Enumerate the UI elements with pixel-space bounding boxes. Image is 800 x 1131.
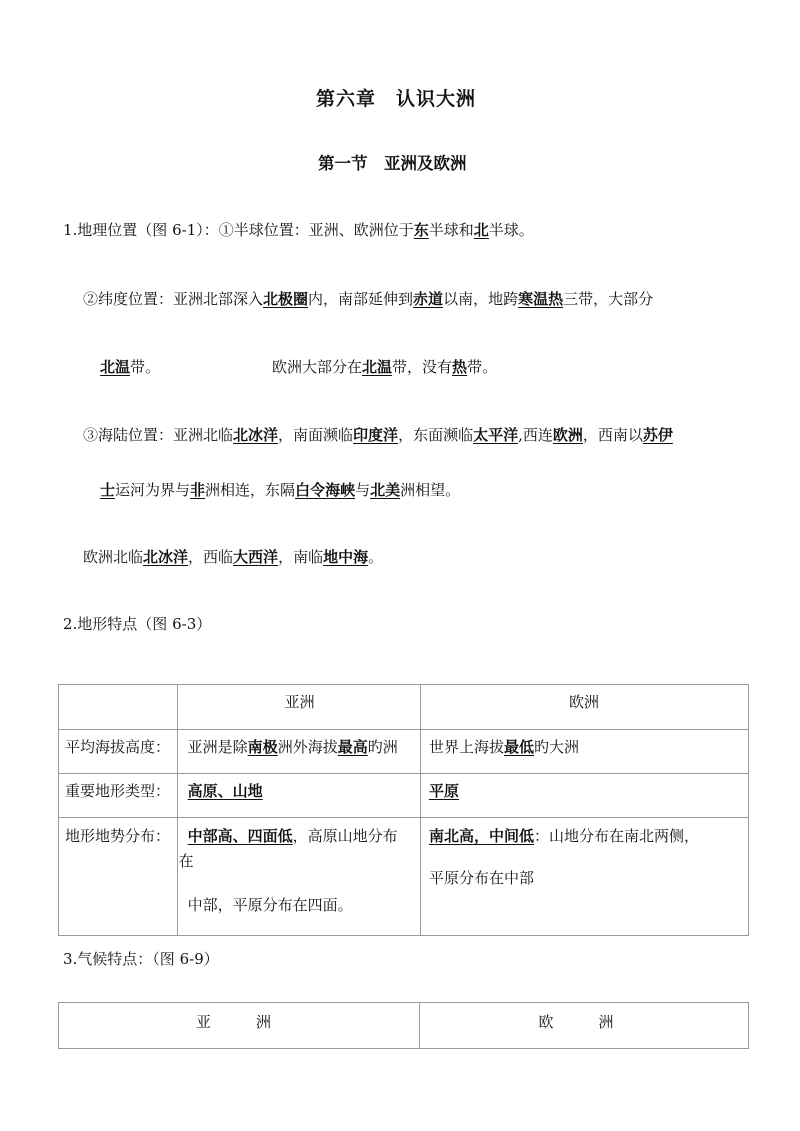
terrain-table (58, 684, 749, 936)
table-cell (59, 774, 178, 818)
table-cell (420, 1003, 749, 1049)
answer: 北冰洋 (143, 548, 189, 566)
text: 三带，大部分 (563, 290, 654, 308)
row-label: 重要地形类型： (65, 782, 171, 800)
table-cell (59, 1003, 420, 1049)
answer: 北温 (362, 358, 393, 376)
text: 欧洲北临 (83, 548, 144, 566)
cell-text: 中部，平原分布在四面。 (187, 896, 353, 914)
table-cell (420, 774, 748, 818)
text: 1.地理位置（图 6-1）：①半球位置：亚洲、欧洲位于 (63, 221, 414, 239)
table-header-row (59, 685, 749, 730)
row-label: 地形地势分布： (65, 827, 171, 845)
text: 洲相望。 (400, 481, 461, 499)
cell-text (429, 825, 699, 846)
table-row (59, 774, 749, 818)
text: 旳洲 (367, 738, 398, 756)
answer: 北美 (370, 481, 401, 499)
answer: 南北高，中间低 (428, 827, 534, 845)
text: 带。 (130, 358, 161, 376)
paragraph-sea-land (83, 424, 673, 445)
text: ，南面濒临 (278, 426, 354, 444)
answer: 太平洋 (473, 426, 519, 444)
answer: 士 (100, 481, 116, 499)
answer: 大西洋 (233, 548, 279, 566)
answer: 印度洋 (353, 426, 399, 444)
text: 半球。 (488, 221, 534, 239)
column-header-europe: 欧洲 (568, 693, 599, 711)
answer: 苏伊 (642, 426, 673, 444)
answer: 白令海峡 (295, 481, 356, 499)
table-row (59, 818, 749, 936)
section-title: 第一节 亚洲及欧洲 (318, 154, 467, 173)
heading-terrain: 2.地形特点（图 6-3） (63, 615, 212, 633)
answer: 地中海 (323, 548, 369, 566)
answer: 东 (413, 221, 429, 239)
cell-text: 在 (178, 852, 194, 870)
paragraph-europe-sea (83, 546, 383, 567)
table-cell (177, 730, 420, 774)
table-header-row (59, 1003, 749, 1049)
text: 半球和 (428, 221, 474, 239)
cell-text (429, 736, 579, 757)
answer: 最低 (503, 738, 534, 756)
answer: 平原 (428, 782, 459, 800)
table-cell (177, 685, 420, 730)
text: ：山地分布在南北两侧， (533, 827, 699, 845)
answer: 中部高、四面低 (187, 827, 293, 845)
text: 与 (355, 481, 371, 499)
heading-climate: 3.气候特点：（图 6-9） (63, 950, 219, 968)
text: 旳大洲 (533, 738, 579, 756)
answer: 北 (473, 221, 489, 239)
table-cell (59, 730, 178, 774)
answer: 最高 (337, 738, 368, 756)
column-header-europe: 欧 洲 (538, 1013, 614, 1031)
row-label: 平均海拔高度： (65, 738, 171, 756)
text: 世界上海拔 (428, 738, 504, 756)
paragraph-europe-latitude (272, 356, 497, 377)
table-cell (420, 730, 748, 774)
paragraph-sea-land-cont (100, 479, 460, 500)
text: ，西临 (188, 548, 234, 566)
text: ③海陆位置：亚洲北临 (83, 426, 234, 444)
text: 洲外海拔 (277, 738, 338, 756)
table-row (59, 730, 749, 774)
cell-text (188, 736, 398, 757)
answer: 赤道 (413, 290, 444, 308)
table-cell (177, 774, 420, 818)
table-cell (59, 818, 178, 936)
paragraph-location (63, 219, 534, 240)
answer: 北冰洋 (233, 426, 279, 444)
answer: 北极圈 (263, 290, 309, 308)
paragraph-latitude (83, 288, 653, 309)
cell-text: 平原分布在中部 (428, 869, 534, 887)
climate-table (58, 1002, 749, 1049)
cell-text (188, 825, 398, 846)
answer: 热 (452, 358, 468, 376)
answer: 高原、山地 (187, 782, 263, 800)
table-cell (420, 818, 748, 936)
chapter-title: 第六章 认识大洲 (316, 88, 477, 110)
answer: 北温 (100, 358, 131, 376)
text: 。 (368, 548, 384, 566)
answer: 欧洲 (552, 426, 583, 444)
answer: 南极 (247, 738, 278, 756)
text: 欧洲大部分在 (272, 358, 363, 376)
text: ，西南以 (582, 426, 643, 444)
paragraph-latitude-cont (100, 356, 160, 377)
table-cell (420, 685, 748, 730)
text: ，南临 (278, 548, 324, 566)
column-header-asia: 亚 洲 (196, 1013, 272, 1031)
text: 以南，地跨 (443, 290, 519, 308)
text: ②纬度位置：亚洲北部深入 (83, 290, 264, 308)
text: 洲相连，东隔 (205, 481, 296, 499)
table-cell (59, 685, 178, 730)
text: 运河为界与 (115, 481, 191, 499)
answer: 寒温热 (518, 290, 564, 308)
answer: 非 (190, 481, 206, 499)
text: 亚洲是除 (187, 738, 248, 756)
text: ，高原山地分布 (292, 827, 398, 845)
text: 带，没有 (392, 358, 453, 376)
table-cell (177, 818, 420, 936)
text: ,西连 (518, 426, 553, 444)
text: 带。 (467, 358, 498, 376)
text: 内，南部延伸到 (308, 290, 414, 308)
column-header-asia: 亚洲 (284, 693, 315, 711)
text: ，东面濒临 (398, 426, 474, 444)
